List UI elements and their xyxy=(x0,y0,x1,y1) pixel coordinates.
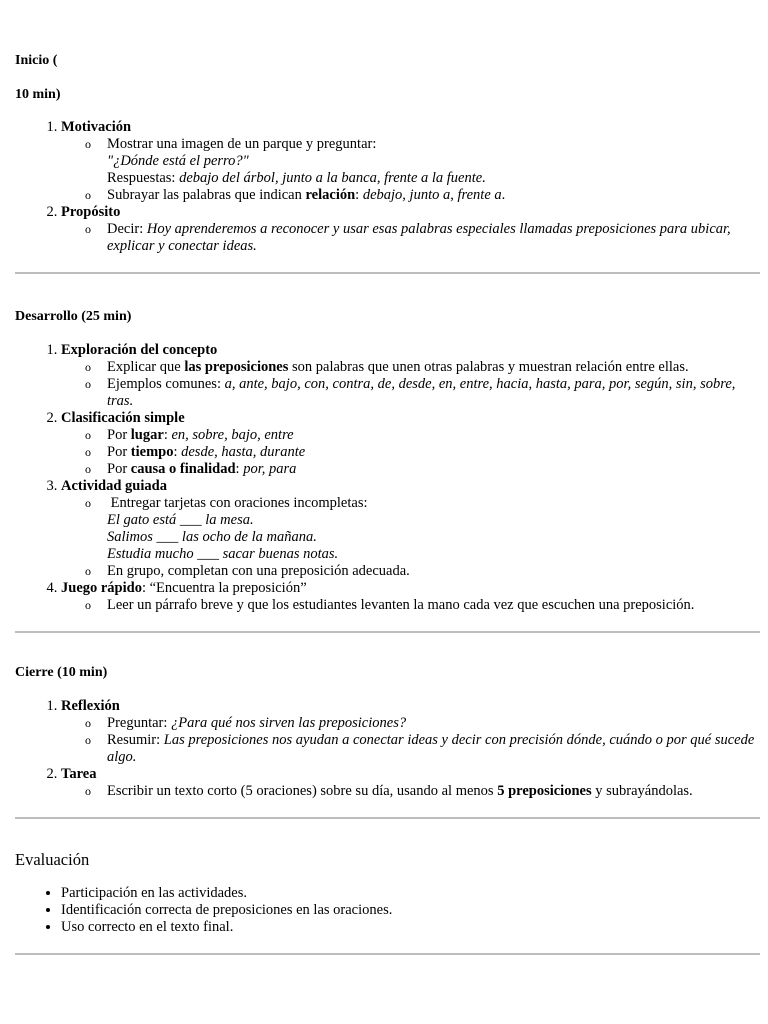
item-title: Tarea xyxy=(61,766,97,782)
text-segment: Resumir: xyxy=(107,732,164,748)
text-segment: : “Encuentra la preposición” xyxy=(141,580,307,596)
item-title: Exploración del concepto xyxy=(61,342,218,358)
item-title: Propósito xyxy=(61,204,121,220)
sub-item xyxy=(85,597,760,614)
sub-item xyxy=(85,444,760,461)
text-segment: Subrayar las palabras que indican xyxy=(107,187,306,203)
cierre-heading: Cierre (10 min) xyxy=(15,665,108,680)
circle-bullet-icon: o xyxy=(85,784,91,798)
sub-list xyxy=(61,359,760,410)
sub-list xyxy=(61,136,760,204)
list-item xyxy=(61,698,760,766)
text-segment: : xyxy=(355,187,363,203)
sub-item xyxy=(85,783,760,800)
text-segment: Decir: xyxy=(107,221,147,237)
circle-bullet-icon: o xyxy=(85,377,91,391)
sub-list xyxy=(61,495,760,580)
sub-item-text: Mostrar una imagen de un parque y preguntar: xyxy=(107,136,377,152)
example-sentence: Salimos ___ las ocho de la mañana. xyxy=(107,529,317,545)
sub-item-text: En grupo, completan con una preposición adecuada. xyxy=(107,563,410,579)
list-item xyxy=(61,342,760,410)
cierre-list xyxy=(15,698,760,800)
circle-bullet-icon: o xyxy=(85,360,91,374)
list-item: • Uso correcto en el texto final. xyxy=(61,919,760,936)
sub-item xyxy=(85,461,760,478)
list-item: • Participación en las actividades. xyxy=(61,885,760,902)
section-inicio xyxy=(15,0,760,255)
desarrollo-list xyxy=(15,342,760,614)
sub-item xyxy=(85,563,760,580)
sub-item xyxy=(85,187,760,204)
italic-segment: debajo, junto a, frente a xyxy=(362,187,502,203)
inicio-heading-line1: Inicio ( xyxy=(15,53,58,68)
sub-item xyxy=(85,427,760,444)
text-segment: . xyxy=(501,187,506,203)
circle-bullet-icon: o xyxy=(85,428,91,442)
bold-segment: las preposiciones xyxy=(184,359,289,375)
circle-bullet-icon: o xyxy=(85,137,91,151)
list-item xyxy=(61,204,760,255)
circle-bullet-icon: o xyxy=(85,445,91,459)
circle-bullet-icon: o xyxy=(85,496,91,510)
example-sentence: Estudia mucho ___ sacar buenas notas. xyxy=(107,546,339,562)
item-title: Clasificación simple xyxy=(61,410,185,426)
inicio-heading-line2: 10 min) xyxy=(15,87,61,102)
bold-segment: relación xyxy=(305,187,356,203)
text-segment: Explicar que xyxy=(107,359,185,375)
sub-item xyxy=(85,495,760,563)
italic-segment: Las preposiciones nos ayudan a conectar ideas y decir con precisión dónde, cuándo o por qué sucede algo. xyxy=(107,732,755,765)
circle-bullet-icon: o xyxy=(85,598,91,612)
text-segment: Por xyxy=(107,444,131,460)
sub-item xyxy=(85,136,760,187)
sub-item xyxy=(85,715,760,732)
list-item xyxy=(61,478,760,580)
evaluacion-list xyxy=(15,885,760,936)
circle-bullet-icon: o xyxy=(85,716,91,730)
section-cierre xyxy=(15,633,760,800)
text-segment: : xyxy=(235,461,244,477)
section-evaluacion xyxy=(15,819,760,936)
example-sentence: El gato está ___ la mesa. xyxy=(107,512,254,528)
section-desarrollo xyxy=(15,274,760,614)
text-segment: Preguntar: xyxy=(107,715,172,731)
item-title: Reflexión xyxy=(61,698,120,714)
sub-list xyxy=(61,715,760,766)
sub-item xyxy=(85,359,760,376)
bold-segment: tiempo xyxy=(130,444,174,460)
sub-list xyxy=(61,597,760,614)
sub-item xyxy=(85,221,760,255)
circle-bullet-icon: o xyxy=(85,222,91,236)
item-title: Actividad guiada xyxy=(61,478,167,494)
list-item xyxy=(61,766,760,800)
sub-item xyxy=(85,732,760,766)
sub-item-text: Entregar tarjetas con oraciones incompletas: xyxy=(107,495,368,511)
italic-segment: desde, hasta, durante xyxy=(181,444,306,460)
evaluacion-heading: Evaluación xyxy=(15,850,90,869)
item-title: Juego rápido xyxy=(61,580,142,596)
italic-segment: a, ante, bajo, con, contra, de, desde, en, entre, hacia, hasta, para, por, según, sin, sobre, tras. xyxy=(107,376,736,409)
answers-text: debajo del árbol, junto a la banca, frente a la fuente. xyxy=(179,170,486,186)
text-segment: Por xyxy=(107,461,131,477)
list-item: • Identificación correcta de preposiciones en las oraciones. xyxy=(61,902,760,919)
text-segment: Por xyxy=(107,427,131,443)
list-item xyxy=(61,410,760,478)
text-segment: : xyxy=(163,427,172,443)
circle-bullet-icon: o xyxy=(85,462,91,476)
text-segment: : xyxy=(173,444,182,460)
bold-segment: causa o finalidad xyxy=(130,461,236,477)
sub-item-text: Leer un párrafo breve y que los estudiantes levanten la mano cada vez que escuchen una preposición. xyxy=(107,597,695,613)
desarrollo-heading: Desarrollo (25 min) xyxy=(15,309,132,324)
answers-label: Respuestas: xyxy=(107,170,180,186)
text-segment: son palabras que unen otras palabras y muestran relación entre ellas. xyxy=(288,359,689,375)
sub-list xyxy=(61,427,760,478)
text-segment: Escribir un texto corto (5 oraciones) sobre su día, usando al menos xyxy=(107,783,498,799)
inicio-list xyxy=(15,119,760,255)
quote-text: "¿Dónde está el perro?" xyxy=(107,153,249,169)
sub-item xyxy=(85,376,760,410)
bold-segment: lugar xyxy=(130,427,164,443)
sub-list xyxy=(61,783,760,800)
text-segment: y subrayándolas. xyxy=(591,783,693,799)
italic-segment: en, sobre, bajo, entre xyxy=(171,427,294,443)
circle-bullet-icon: o xyxy=(85,564,91,578)
italic-segment: Hoy aprenderemos a reconocer y usar esas palabras especiales llamadas preposiciones para ubicar, explicar y conectar ideas. xyxy=(107,221,731,254)
section-divider xyxy=(15,953,760,955)
list-item xyxy=(61,119,760,204)
italic-segment: por, para xyxy=(243,461,297,477)
circle-bullet-icon: o xyxy=(85,188,91,202)
sub-list xyxy=(61,221,760,255)
bold-segment: 5 preposiciones xyxy=(497,783,592,799)
item-title: Motivación xyxy=(61,119,132,135)
circle-bullet-icon: o xyxy=(85,733,91,747)
text-segment: Ejemplos comunes: xyxy=(107,376,225,392)
list-item xyxy=(61,580,760,614)
italic-segment: ¿Para qué nos sirven las preposiciones? xyxy=(171,715,407,731)
